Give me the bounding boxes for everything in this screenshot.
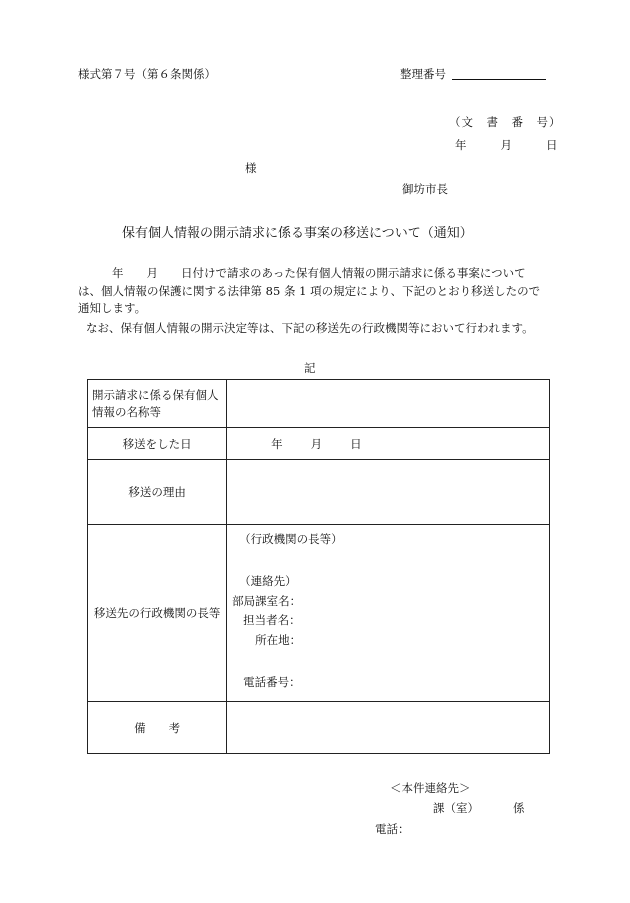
transfer-date-value[interactable] <box>227 428 550 460</box>
transfer-date-year: 年 <box>271 436 283 451</box>
table-row <box>88 525 550 702</box>
body-paragraph-1: 年 月 日付けで請求のあった保有個人情報の開示請求に係る事案については、個人情報の保護に関する法律第 85 条 1 項の規定により、下記のとおり移送したので通知します。 <box>78 266 541 315</box>
contact-section <box>433 800 525 816</box>
date-year: 年 <box>455 138 467 152</box>
destination-label: 移送先の行政機関の長等 <box>88 525 227 702</box>
transfer-date-label: 移送をした日 <box>88 428 227 460</box>
section-label: 課（室） <box>433 801 479 815</box>
transfer-reason-value[interactable] <box>227 460 550 525</box>
info-name-label: 開示請求に係る保有個人情報の名称等 <box>92 387 219 419</box>
subsection-label: 係 <box>513 801 525 815</box>
contact-phone: 電話： <box>375 822 410 836</box>
issuer: 御坊市長 <box>402 182 448 196</box>
document-number: （文 書 番 号） <box>449 115 562 129</box>
transfer-reason-label: 移送の理由 <box>88 460 227 525</box>
transfer-date-month: 月 <box>310 436 323 451</box>
destination-value[interactable] <box>227 525 550 702</box>
reference-number-label: 整理番号 <box>400 67 446 81</box>
form-number: 様式第７号（第６条関係） <box>78 67 216 81</box>
contact-heading: ＜本件連絡先＞ <box>390 781 471 795</box>
reference-number-field[interactable] <box>452 79 546 80</box>
agency-head-label: （行政機関の長等） <box>239 532 343 546</box>
remarks-label: 備 考 <box>88 702 227 754</box>
info-name-value[interactable] <box>227 380 550 428</box>
phone-label: 電話番号： <box>243 675 301 689</box>
table-row <box>88 428 550 460</box>
ki-heading: 記 <box>304 361 316 375</box>
document-title: 保有個人情報の開示請求に係る事案の移送について（通知） <box>122 226 473 241</box>
table-row <box>88 460 550 525</box>
transfer-details-table <box>87 379 550 754</box>
address-label: 所在地： <box>255 633 302 647</box>
issue-date <box>455 137 558 153</box>
department-label: 部局課室名： <box>232 594 302 608</box>
person-label: 担当者名： <box>243 613 301 627</box>
table-row <box>88 380 550 428</box>
table-row <box>88 702 550 754</box>
transfer-date-day: 日 <box>350 436 362 451</box>
contact-label: （連絡先） <box>239 574 297 588</box>
remarks-value[interactable] <box>227 702 550 754</box>
date-day: 日 <box>546 138 558 152</box>
date-month: 月 <box>500 138 512 152</box>
info-name-label-cell <box>88 380 227 428</box>
addressee-suffix: 様 <box>245 161 257 175</box>
body-paragraph-2: なお、保有個人情報の開示決定等は、下記の移送先の行政機関等において行われます。 <box>86 321 534 335</box>
